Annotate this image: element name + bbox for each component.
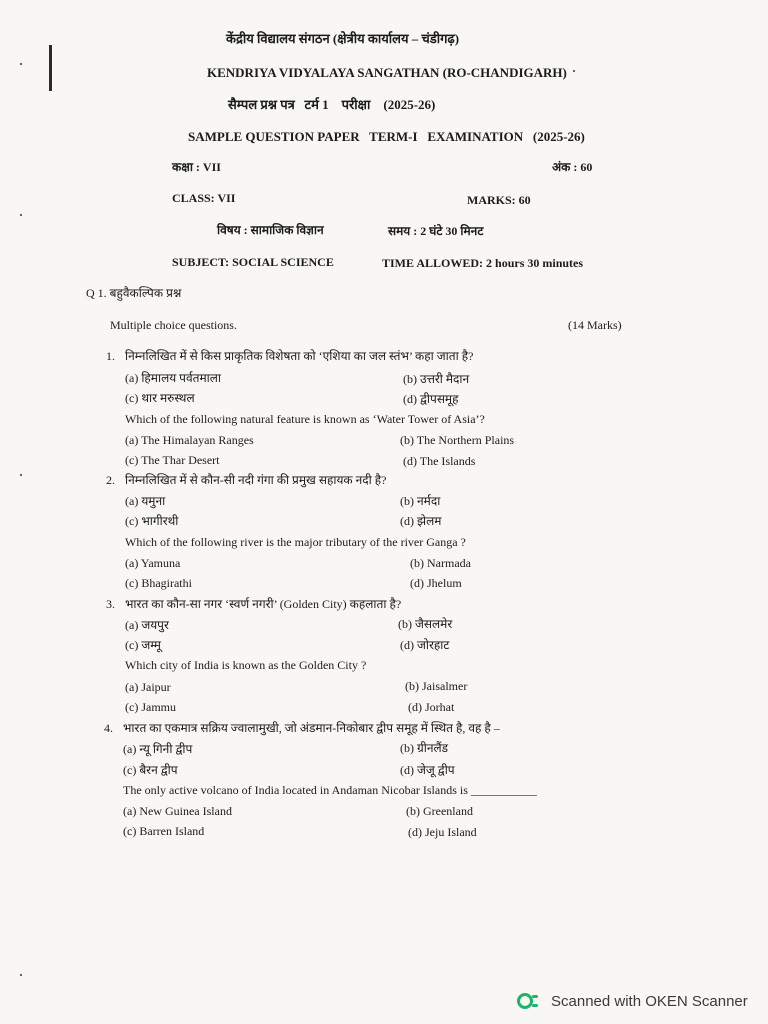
option-hindi-d: (d) जेजू द्वीप (400, 763, 455, 777)
option-english-d: (d) The Islands (403, 454, 476, 468)
oken-scanner-logo-icon (517, 991, 539, 1011)
option-english-c: (c) Jammu (125, 700, 176, 714)
question-hindi: भारत का एकमात्र सक्रिय ज्वालामुखी, जो अंडमान-निकोबार द्वीप समूह में स्थित है, वह है – (123, 721, 500, 735)
scan-speck (20, 214, 22, 216)
option-hindi-a: (a) न्यू गिनी द्वीप (123, 742, 193, 756)
paper-title-hindi: सैम्पल प्रश्न पत्र टर्म 1 परीक्षा (2025-26) (228, 97, 436, 112)
subject-english: SUBJECT: SOCIAL SCIENCE (172, 255, 334, 269)
question-number: 1. (106, 349, 115, 363)
option-english-b: (b) Greenland (406, 804, 473, 818)
section-title-english: Multiple choice questions. (110, 318, 237, 332)
section-title-hindi: Q 1. बहुवैकल्पिक प्रश्न (86, 286, 182, 300)
scan-speck (573, 70, 575, 72)
option-hindi-b: (b) ग्रीनलैंड (400, 741, 449, 755)
option-hindi-a: (a) जयपुर (125, 618, 169, 632)
option-hindi-c: (c) भागीरथी (125, 514, 179, 528)
option-hindi-b: (b) नर्मदा (400, 494, 441, 508)
option-hindi-d: (d) द्वीपसमूह (403, 392, 459, 406)
org-title-hindi: केंद्रीय विद्यालय संगठन (क्षेत्रीय कार्यालय – चंडीगढ़) (226, 31, 460, 46)
option-english-b: (b) Jaisalmer (405, 679, 468, 693)
scan-mark (49, 45, 52, 91)
class-hindi: कक्षा : VII (172, 160, 221, 174)
question-english: Which city of India is known as the Golden City ? (125, 658, 367, 672)
option-english-c: (c) Barren Island (123, 824, 205, 838)
option-english-a: (a) Jaipur (125, 680, 171, 694)
option-english-d: (d) Jeju Island (408, 825, 477, 839)
scan-speck (20, 63, 22, 65)
option-hindi-b: (b) जैसलमेर (398, 617, 453, 631)
subject-hindi: विषय : सामाजिक विज्ञान (217, 223, 324, 237)
question-number: 2. (106, 473, 115, 487)
option-english-a: (a) New Guinea Island (123, 804, 232, 818)
option-hindi-c: (c) जम्मू (125, 638, 161, 652)
option-english-c: (c) The Thar Desert (125, 453, 220, 467)
org-title-english: KENDRIYA VIDYALAYA SANGATHAN (RO-CHANDIGARH) (207, 65, 567, 80)
question-number: 3. (106, 597, 115, 611)
scanner-watermark-text: Scanned with OKEN Scanner (551, 992, 748, 1010)
paper-title-english: SAMPLE QUESTION PAPER TERM-I EXAMINATION (2025-26) (188, 129, 585, 144)
option-english-a: (a) The Himalayan Ranges (125, 433, 254, 447)
option-english-b: (b) The Northern Plains (400, 433, 515, 447)
option-english-a: (a) Yamuna (125, 556, 181, 570)
scan-speck (20, 474, 22, 476)
option-hindi-a: (a) हिमालय पर्वतमाला (125, 371, 222, 385)
class-english: CLASS: VII (172, 191, 236, 205)
option-english-b: (b) Narmada (410, 556, 471, 570)
scan-speck (20, 974, 22, 976)
scanner-watermark (517, 990, 762, 1012)
option-hindi-b: (b) उत्तरी मैदान (403, 372, 470, 386)
time-hindi: समय : 2 घंटे 30 मिनट (388, 224, 484, 238)
question-english: Which of the following natural feature is known as ‘Water Tower of Asia’? (125, 412, 485, 426)
option-hindi-c: (c) थार मरुस्थल (125, 391, 195, 405)
option-hindi-d: (d) जोरहाट (400, 638, 450, 652)
option-hindi-d: (d) झेलम (400, 514, 442, 528)
question-english: Which of the following river is the major tributary of the river Ganga ? (125, 535, 466, 549)
option-english-d: (d) Jorhat (408, 700, 455, 714)
marks-hindi: अंक : 60 (552, 160, 593, 174)
section-marks: (14 Marks) (568, 318, 622, 332)
question-english: The only active volcano of India located in Andaman Nicobar Islands is ___________ (123, 783, 537, 797)
question-hindi: निम्नलिखित में से कौन-सी नदी गंगा की प्रमुख सहायक नदी है? (125, 473, 387, 487)
marks-english: MARKS: 60 (467, 193, 531, 207)
option-english-c: (c) Bhagirathi (125, 576, 192, 590)
option-hindi-c: (c) बैरन द्वीप (123, 763, 178, 777)
question-number: 4. (104, 721, 113, 735)
question-hindi: भारत का कौन-सा नगर ‘स्वर्ण नगरी’ (Golden City) कहलाता है? (125, 597, 402, 611)
time-english: TIME ALLOWED: 2 hours 30 minutes (382, 256, 584, 270)
option-hindi-a: (a) यमुना (125, 494, 166, 508)
option-english-d: (d) Jhelum (410, 576, 462, 590)
question-hindi: निम्नलिखित में से किस प्राकृतिक विशेषता को ‘एशिया का जल स्तंभ’ कहा जाता है? (125, 349, 474, 363)
